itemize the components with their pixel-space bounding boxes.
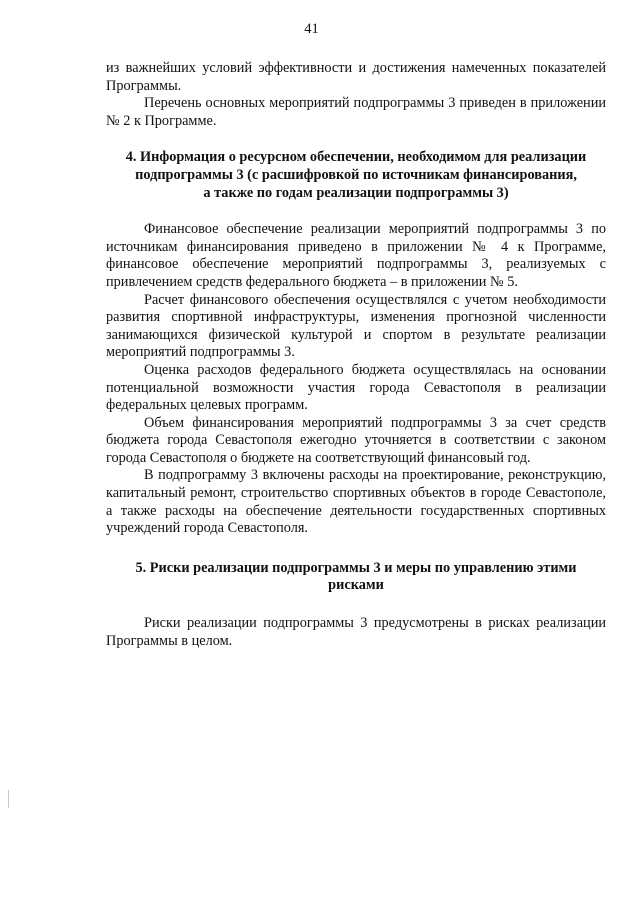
paragraph-activities-list: Перечень основных мероприятий подпрограммы 3 приведен в приложении № 2 к Программе. xyxy=(106,95,606,129)
section-4-paragraph-calculation: Расчет финансового обеспечения осуществлялся с учетом необходимости развития спортивной инфраструктуры, изменения прогнозной численности занимающихся физической культурой и спортом в результате реализации мероприятий подпрограммы 3. xyxy=(106,291,606,361)
page-content xyxy=(106,60,606,650)
paragraph-continuation: из важнейших условий эффективности и достижения намеченных показателей Программы. xyxy=(106,60,606,94)
section-5-paragraph-risks: Риски реализации подпрограммы 3 предусмотрены в рисках реализации Программы в целом. xyxy=(106,615,606,649)
section-4-paragraph-financing: Финансовое обеспечение реализации мероприятий подпрограммы 3 по источникам финансирования приведено в приложении № 4 к Программе, финансовое обеспечение мероприятий подпрограммы 3, реализуемых с привлечением средств федерального бюджета – в приложении № 5. xyxy=(106,221,606,290)
scan-artifact xyxy=(8,790,9,808)
section-4-paragraph-city-budget: Объем финансирования мероприятий подпрограммы 3 за счет средств бюджета города Севастополя ежегодно уточняется в соответствии с законом города Севастополя о бюджете на соответствующий финансовый год. xyxy=(106,414,606,466)
page-number: 41 xyxy=(304,21,319,37)
section-5-heading: 5. Риски реализации подпрограммы 3 и меры по управлению этими рисками xyxy=(135,559,577,594)
section-4-paragraph-expenses: В подпрограмму 3 включены расходы на проектирование, реконструкцию, капитальный ремонт, строительство спортивных объектов в городе Севастополе, а также расходы на обеспечение деятельности государственных спортивных учреждений города Севастополя. xyxy=(106,467,606,537)
section-4-paragraph-federal-estimate: Оценка расходов федерального бюджета осуществлялась на основании потенциальной возможности участия города Севастополя в реализации федеральных целевых программ. xyxy=(106,361,606,414)
section-4-heading: 4. Информация о ресурсном обеспечении, необходимом для реализации подпрограммы 3 (с расшифровкой по источникам финансирования, а также по годам реализации подпрограммы 3) xyxy=(125,149,587,201)
